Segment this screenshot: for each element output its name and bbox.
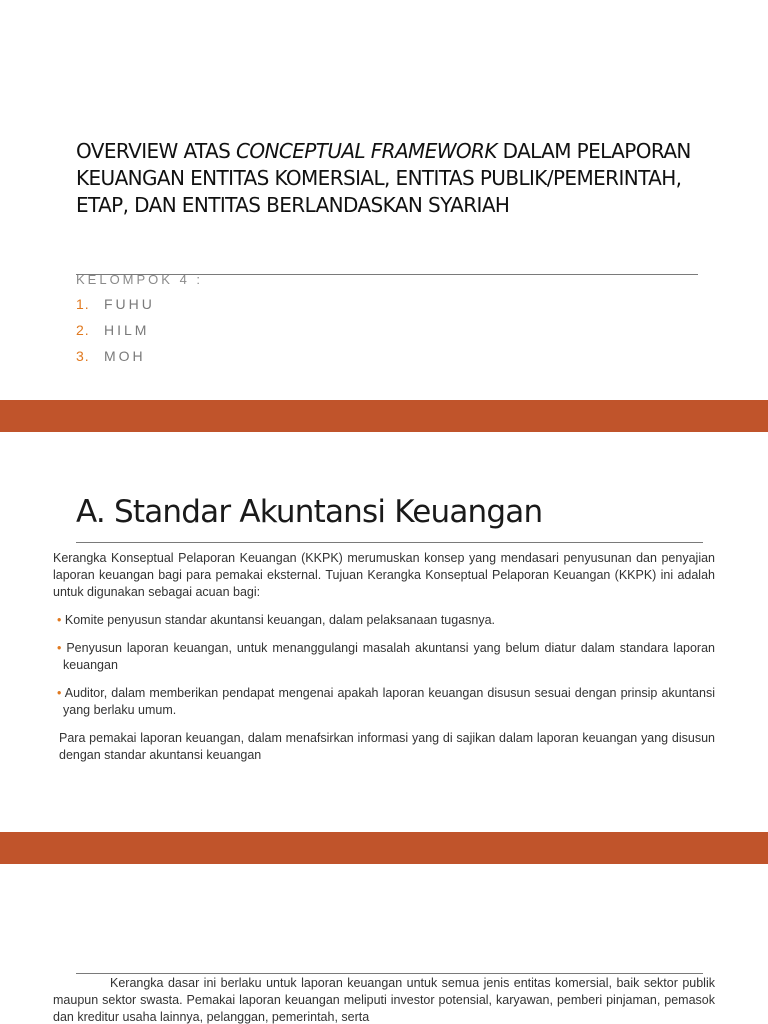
slide-2: [0, 432, 768, 832]
list-item: 3. MOH: [76, 348, 146, 364]
member-name: FUHU: [104, 296, 155, 312]
bullet-icon: •: [57, 641, 62, 655]
member-list: [76, 296, 155, 374]
section-heading: A. Standar Akuntansi Keuangan: [76, 494, 543, 530]
bullet-icon: •: [57, 613, 62, 627]
intro-paragraph: Kerangka Konseptual Pelaporan Keuangan (KKPK) merumuskan konsep yang mendasari penyusunan dan penyajian laporan keuangan bagi para pemakai eksternal. Tujuan Kerangka Konseptual Pelaporan Keuangan (KKPK) ini adalah untuk digunakan sebagai acuan bagi:: [53, 551, 715, 599]
slide-title: [76, 138, 716, 219]
title-prefix: OVERVIEW ATAS: [76, 139, 236, 163]
list-item: • Penyusun laporan keuangan, untuk menanggulangi masalah akuntansi yang belum diatur dalam standara laporan keuangan: [57, 641, 715, 672]
slide-divider: [0, 832, 768, 864]
member-name: MOH: [104, 348, 146, 364]
slide-1: [0, 0, 768, 400]
slide-3: [0, 864, 768, 1024]
slide-divider: [0, 400, 768, 432]
list-item: 2. HILM: [76, 322, 150, 338]
title-suffix: DALAM PELAPORAN KEUANGAN ENTITAS KOMERSIAL, ENTITAS PUBLIK/PEMERINTAH, ETAP, DAN ENTITAS BERLANDASKAN SYARIAH: [76, 139, 691, 217]
heading-divider: [76, 973, 703, 974]
list-item: • Komite penyusun standar akuntansi keuangan, dalam pelaksanaan tugasnya.: [57, 613, 496, 627]
group-label: KELOMPOK 4 :: [76, 272, 204, 287]
bullet-icon: •: [57, 686, 62, 700]
list-item: 1. FUHU: [76, 296, 155, 312]
member-name: HILM: [104, 322, 150, 338]
title-italic: CONCEPTUAL FRAMEWORK: [236, 139, 497, 163]
closing-paragraph: Para pemakai laporan keuangan, dalam menafsirkan informasi yang di sajikan dalam laporan keuangan yang disusun dengan standar akuntansi keuangan: [59, 731, 715, 762]
heading-divider: [76, 542, 703, 543]
slide-body: [53, 550, 715, 764]
list-item: • Auditor, dalam memberikan pendapat mengenai apakah laporan keuangan disusun sesuai dengan prinsip akuntansi yang berlaku umum.: [57, 686, 715, 717]
body-paragraph: Kerangka dasar ini berlaku untuk laporan keuangan untuk semua jenis entitas komersial, baik sektor publik maupun sektor swasta. Pemakai laporan keuangan meliputi investor potensial, karyawan, pemberi pinjaman, pemasok dan kreditur usaha lainnya, pelanggan, pemerintah, serta: [53, 976, 715, 1024]
